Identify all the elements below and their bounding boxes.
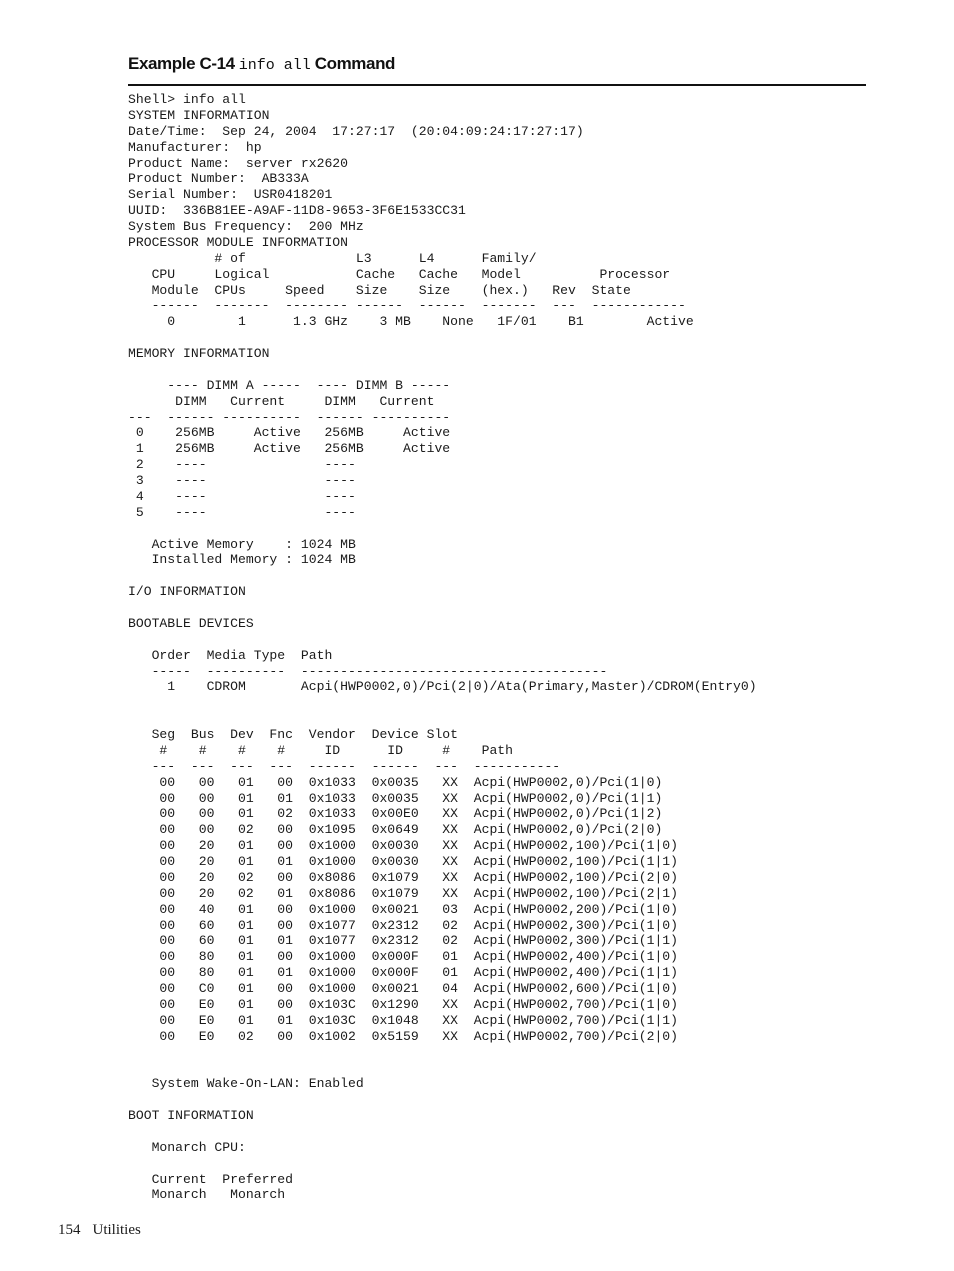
listing-line: BOOTABLE DEVICES	[128, 615, 254, 631]
listing-line: ---- DIMM A ----- ---- DIMM B -----	[128, 377, 451, 393]
listing-line: MEMORY INFORMATION	[128, 346, 270, 361]
listing-line: 00 00 01 00 0x1033 0x0035 XX Acpi(HWP0002,0)/Pci(1|0)	[128, 774, 663, 790]
command-output-listing	[128, 92, 757, 1203]
listing-line: Active Memory : 1024 MB	[128, 536, 356, 552]
listing-line: 00 E0 02 00 0x1002 0x5159 XX Acpi(HWP0002,700)/Pci(2|0)	[128, 1028, 679, 1044]
listing-line: 00 00 01 01 0x1033 0x0035 XX Acpi(HWP0002,0)/Pci(1|1)	[128, 790, 663, 806]
listing-line: System Wake-On-LAN: Enabled	[128, 1076, 364, 1092]
listing-line: Monarch Monarch	[128, 1187, 286, 1203]
listing-line: ----- ---------- ---------------------------------------	[128, 663, 608, 679]
listing-line: 00 60 01 00 0x1077 0x2312 02 Acpi(HWP0002,300)/Pci(1|0)	[128, 917, 679, 933]
listing-line: Order Media Type Path	[128, 647, 333, 663]
listing-line: 00 E0 01 01 0x103C 0x1048 XX Acpi(HWP0002,700)/Pci(1|1)	[128, 1012, 679, 1028]
listing-line: 5 ---- ----	[128, 504, 356, 520]
listing-line: 00 00 01 02 0x1033 0x00E0 XX Acpi(HWP0002,0)/Pci(1|2)	[128, 806, 663, 822]
listing-line: 2 ---- ----	[128, 457, 356, 473]
listing-line: Date/Time: Sep 24, 2004 17:27:17 (20:04:09:24:17:27:17)	[128, 123, 584, 139]
listing-line: 00 80 01 01 0x1000 0x000F 01 Acpi(HWP0002,400)/Pci(1|1)	[128, 965, 679, 981]
example-label: Example C-14	[128, 54, 235, 73]
listing-line: Installed Memory : 1024 MB	[128, 552, 356, 568]
listing-line: I/O INFORMATION	[128, 584, 246, 600]
listing-line: 1 256MB Active 256MB Active	[128, 441, 451, 457]
listing-line: 00 C0 01 00 0x1000 0x0021 04 Acpi(HWP0002,600)/Pci(1|0)	[128, 981, 679, 996]
listing-line: # # # # ID ID # Path	[128, 742, 514, 758]
page-footer	[58, 1222, 141, 1239]
listing-line: Serial Number: USR0418201	[128, 187, 333, 203]
listing-line: 00 40 01 00 0x1000 0x0021 03 Acpi(HWP0002,200)/Pci(1|0)	[128, 901, 679, 917]
listing-line: Product Number: AB333A	[128, 171, 309, 187]
listing-line: PROCESSOR MODULE INFORMATION	[128, 234, 349, 250]
listing-line: 0 1 1.3 GHz 3 MB None 1F/01 B1 Active	[128, 314, 694, 330]
listing-line: Monarch CPU:	[128, 1139, 246, 1155]
listing-line: --- --- --- --- ------ ------ --- -----------	[128, 758, 561, 774]
listing-line: CPU Logical Cache Cache Model Processor	[128, 266, 671, 282]
listing-line: 00 20 01 00 0x1000 0x0030 XX Acpi(HWP0002,100)/Pci(1|0)	[128, 838, 679, 854]
listing-line: --- ------ ---------- ------ ----------	[128, 409, 451, 425]
listing-line: 00 00 02 00 0x1095 0x0649 XX Acpi(HWP0002,0)/Pci(2|0)	[128, 822, 663, 838]
listing-line: 1 CDROM Acpi(HWP0002,0)/Pci(2|0)/Ata(Primary,Master)/CDROM(Entry0)	[128, 679, 757, 695]
listing-line: Module CPUs Speed Size Size (hex.) Rev State	[128, 282, 631, 298]
listing-line: 00 80 01 00 0x1000 0x000F 01 Acpi(HWP0002,400)/Pci(1|0)	[128, 949, 679, 965]
example-command: info all	[238, 57, 311, 74]
listing-line: 00 E0 01 00 0x103C 0x1290 XX Acpi(HWP0002,700)/Pci(1|0)	[128, 996, 679, 1012]
listing-line: SYSTEM INFORMATION	[128, 107, 270, 123]
listing-line: 0 256MB Active 256MB Active	[128, 425, 451, 441]
listing-line: 00 20 02 00 0x8086 0x1079 XX Acpi(HWP0002,100)/Pci(2|0)	[128, 869, 679, 885]
listing-line: System Bus Frequency: 200 MHz	[128, 219, 364, 234]
listing-line: Current Preferred	[128, 1171, 294, 1187]
listing-line: 00 60 01 01 0x1077 0x2312 02 Acpi(HWP0002,300)/Pci(1|1)	[128, 933, 679, 949]
listing-line: ------ ------- -------- ------ ------ ------- --- ------------	[128, 298, 686, 314]
listing-line: 00 20 02 01 0x8086 0x1079 XX Acpi(HWP0002,100)/Pci(2|1)	[128, 885, 679, 901]
page-number: 154	[58, 1222, 81, 1238]
listing-line: UUID: 336B81EE-A9AF-11D8-9653-3F6E1533CC31	[128, 203, 466, 219]
listing-line: Product Name: server rx2620	[128, 155, 349, 171]
listing-line: 4 ---- ----	[128, 488, 356, 504]
listing-line: DIMM Current DIMM Current	[128, 393, 435, 409]
listing-line: 3 ---- ----	[128, 473, 356, 488]
listing-line: Manufacturer: hp	[128, 139, 262, 155]
listing-line: 00 20 01 01 0x1000 0x0030 XX Acpi(HWP0002,100)/Pci(1|1)	[128, 854, 679, 869]
listing-line: BOOT INFORMATION	[128, 1108, 254, 1123]
listing-line: # of L3 L4 Family/	[128, 250, 537, 266]
listing-line: Seg Bus Dev Fnc Vendor Device Slot	[128, 727, 459, 742]
example-heading	[128, 54, 866, 86]
listing-line: Shell> info all	[128, 92, 246, 107]
example-suffix: Command	[314, 54, 396, 73]
section-name: Utilities	[92, 1222, 141, 1238]
